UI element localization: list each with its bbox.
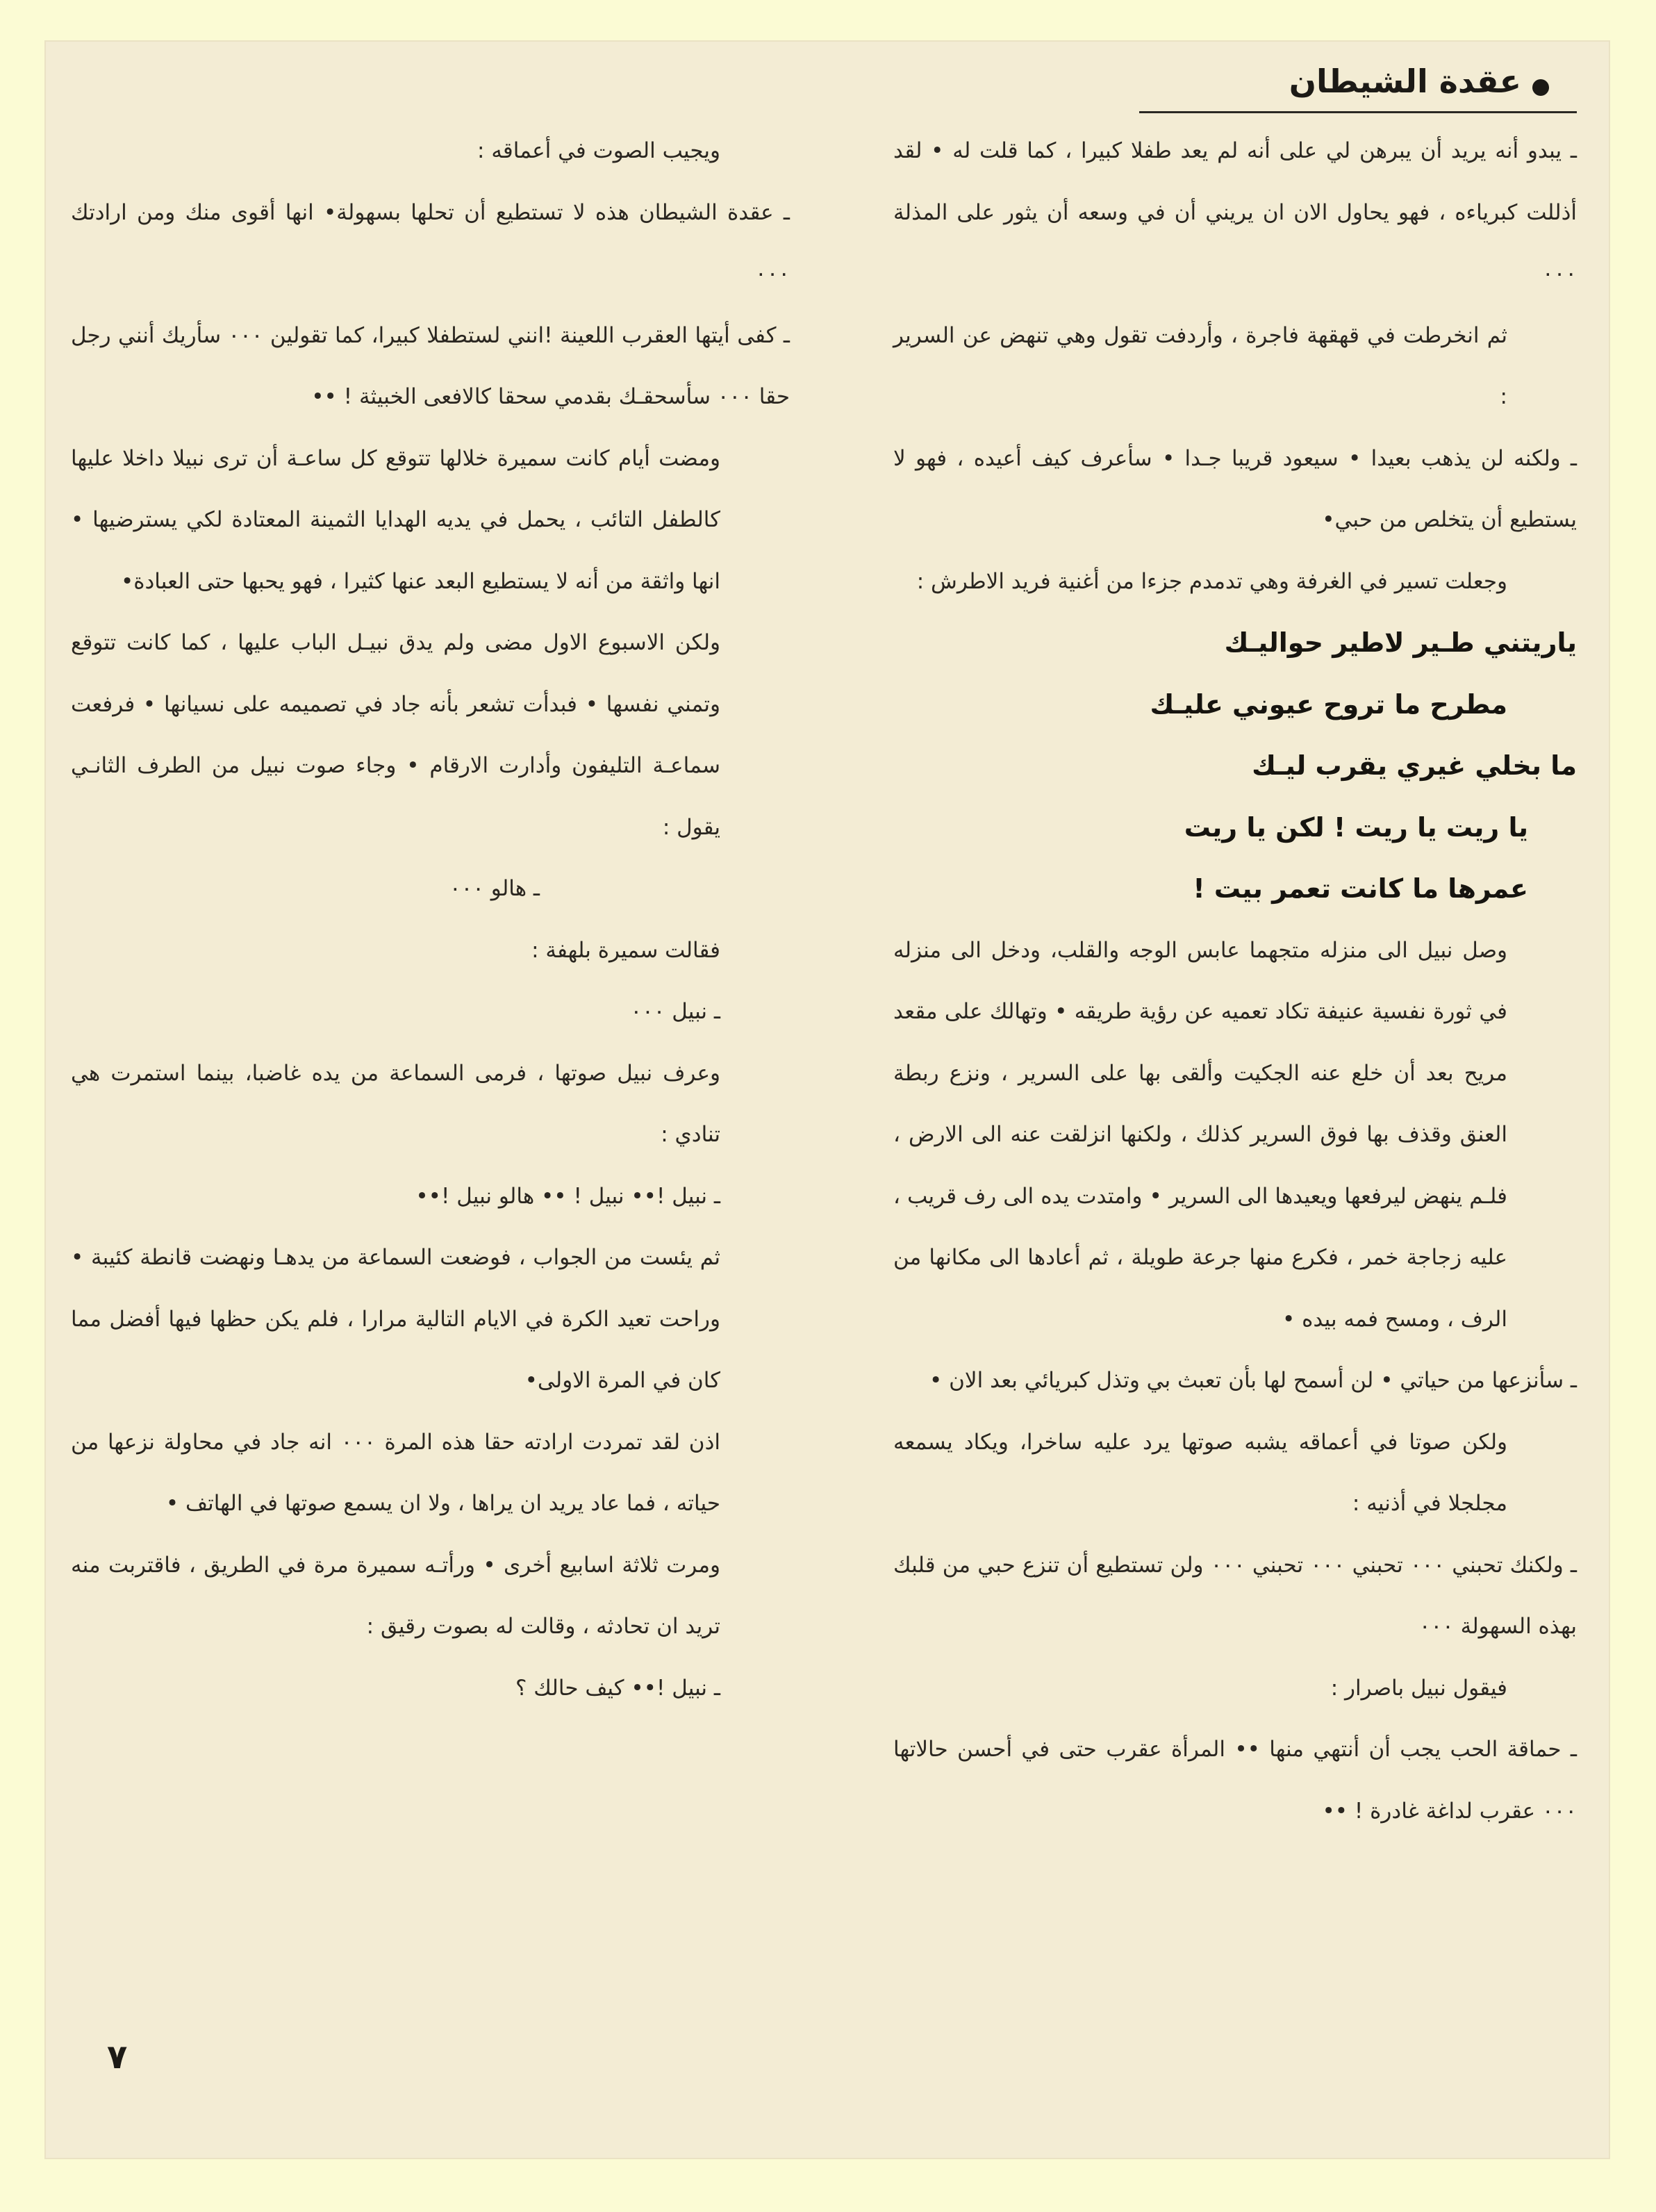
song-verse: مطرح ما تروح عيوني عليـك <box>1150 688 1507 720</box>
paragraph: ـ كفى أيتها العقرب اللعينة !انني لستطفلا كبيرا، كما تقولين ٠٠٠ سأريك أنني رجل حقا ٠٠٠ سأسحقـك بقدمي سحقا كالافعى الخبيثة ! •• <box>71 322 790 409</box>
paragraph: ثم انخرطت في قهقهة فاجرة ، وأردفت تقول وهي تنهض عن السرير : <box>893 322 1507 409</box>
paragraph: ـ عقدة الشيطان هذه لا تستطيع أن تحلها بسهولة• انها أقوى منك ومن ارادتك ٠٠٠ <box>71 199 790 286</box>
song-verse: ما بخلي غيري يقرب ليـك <box>1252 750 1577 781</box>
song-verse: ياريتني طـير لاطير حواليـك <box>1224 627 1577 658</box>
paragraph: ـ نبيل !•• كيف حالك ؟ <box>515 1675 720 1701</box>
paragraph: ثم يئست من الجواب ، فوضعت السماعة من يدهـا ونهضت قانطة كئيبة • وراحت تعيد الكرة في الايام التالية مرارا ، فلم يكن حظها فيها أفضل مما كان في المرة الاولى• <box>71 1245 720 1393</box>
paragraph: وعرف نبيل صوتها ، فرمى السماعة من يده غاضبا، بينما استمرت هي تنادي : <box>71 1060 720 1147</box>
paragraph: وصل نبيل الى منزله متجهما عابس الوجه والقلب، ودخل الى منزله في ثورة نفسية عنيفة تكاد تعميه عن رؤية طريقه • وتهالك على مقعد مريح بعد أن خلع عنه الجكيت وألقى بها على السرير ، ونزع ربطة العنق وقذف بها فوق السرير كذلك ، ولكنها انزلقت عنه الى الارض ، فلـم ينهض ليرفعها ويعيدها الى السرير • وامتدت يده الى رف قريب ، عليه زجاجة خمر ، فكرع منها جرعة طويلة ، ثم أعادها الى مكانها من الرف ، ومسح فمه بيده • <box>893 937 1507 1332</box>
paragraph: ـ حماقة الحب يجب أن أنتهي منها •• المرأة عقرب حتى في أحسن حالاتها ٠٠٠ عقرب لداغة غادرة ! •• <box>893 1737 1577 1824</box>
magazine-page <box>44 40 1610 2159</box>
bullet-icon <box>1532 79 1549 96</box>
paragraph: ـ ولكنه لن يذهب بعيدا • سيعود قريبا جـدا • سأعرف كيف أعيده ، فهو لا يستطيع أن يتخلص من حبي• <box>893 445 1577 532</box>
article-title: عقدة الشيطان <box>1289 63 1521 100</box>
paragraph: ويجيب الصوت في أعماقه : <box>477 138 720 163</box>
paragraph: ـ سأنزعها من حياتي • لن أسمح لها بأن تعبث بي وتذل كبريائي بعد الان • <box>929 1368 1577 1393</box>
paragraph: وجعلت تسير في الغرفة وهي تدمدم جزءا من أغنية فريد الاطرش : <box>916 568 1507 594</box>
paragraph: ولكن الاسبوع الاول مضى ولم يدق نبيـل الباب عليها ، كما كانت تتوقع وتمني نفسها • فبدأت تشعر بأنه جاد في تصميمه على نسيانها • فرفعت سماعـة التليفون وأدارت الارقام • وجاء صوت نبيل من الطرف الثانـي يقول : <box>71 630 720 840</box>
header-rule <box>1139 111 1577 113</box>
paragraph: ـ نبيل !•• نبيل ! •• هالو نبيل !•• <box>415 1183 720 1209</box>
paragraph: ـ هالو ٠٠٠ <box>449 876 540 901</box>
paragraph: ومرت ثلاثة اسابيع أخرى • ورأتـه سميرة مرة في الطريق ، فاقتربت منه تريد ان تحادثه ، وقالت له بصوت رقيق : <box>71 1552 720 1639</box>
paragraph: ولكن صوتا في أعماقه يشبه صوتها يرد عليه ساخرا، ويكاد يسمعه مجلجلا في أذنيه : <box>893 1429 1507 1516</box>
right-text-column <box>893 120 1577 1842</box>
paragraph: ومضت أيام كانت سميرة خلالها تتوقع كل ساعـة أن ترى نبيلا داخلا عليها كالطفل التائب ، يحمل في يديه الهدايا الثمينة المعتادة لكي يسترضيها • انها واثقة من أنه لا يستطيع البعد عنها كثيرا ، فهو يحبها حتى العبادة• <box>71 445 720 594</box>
song-verse: عمرها ما كانت تعمر بيت ! <box>1193 873 1528 904</box>
paragraph: اذن لقد تمردت ارادته حقا هذه المرة ٠٠٠ انه جاد في محاولة نزعها من حياته ، فما عاد يريد ان يراها ، ولا ان يسمع صوتها في الهاتف • <box>71 1429 720 1516</box>
page-number: ٧ <box>107 2038 128 2077</box>
paragraph: فقالت سميرة بلهفة : <box>531 937 720 963</box>
song-verse: يا ريت يا ريت ! لكن يا ريت <box>1184 811 1528 843</box>
paragraph: ـ يبدو أنه يريد أن يبرهن لي على أنه لم يعد طفلا كبيرا ، كما قلت له • لقد أذللت كبرياءه ، فهو يحاول الان ان يريني أن في وسعه أن يثور على المذلة ٠٠٠ <box>893 138 1577 286</box>
left-text-column <box>71 120 790 1719</box>
paragraph: ـ نبيل ٠٠٠ <box>630 999 720 1024</box>
paragraph: ـ ولكنك تحبني ٠٠٠ تحبني ٠٠٠ تحبني ٠٠٠ ولن تستطيع أن تنزع حبي من قلبك بهذه السهولة ٠٠٠ <box>893 1552 1577 1639</box>
paragraph: فيقول نبيل باصرار : <box>1330 1675 1507 1701</box>
article-header <box>1139 57 1577 119</box>
